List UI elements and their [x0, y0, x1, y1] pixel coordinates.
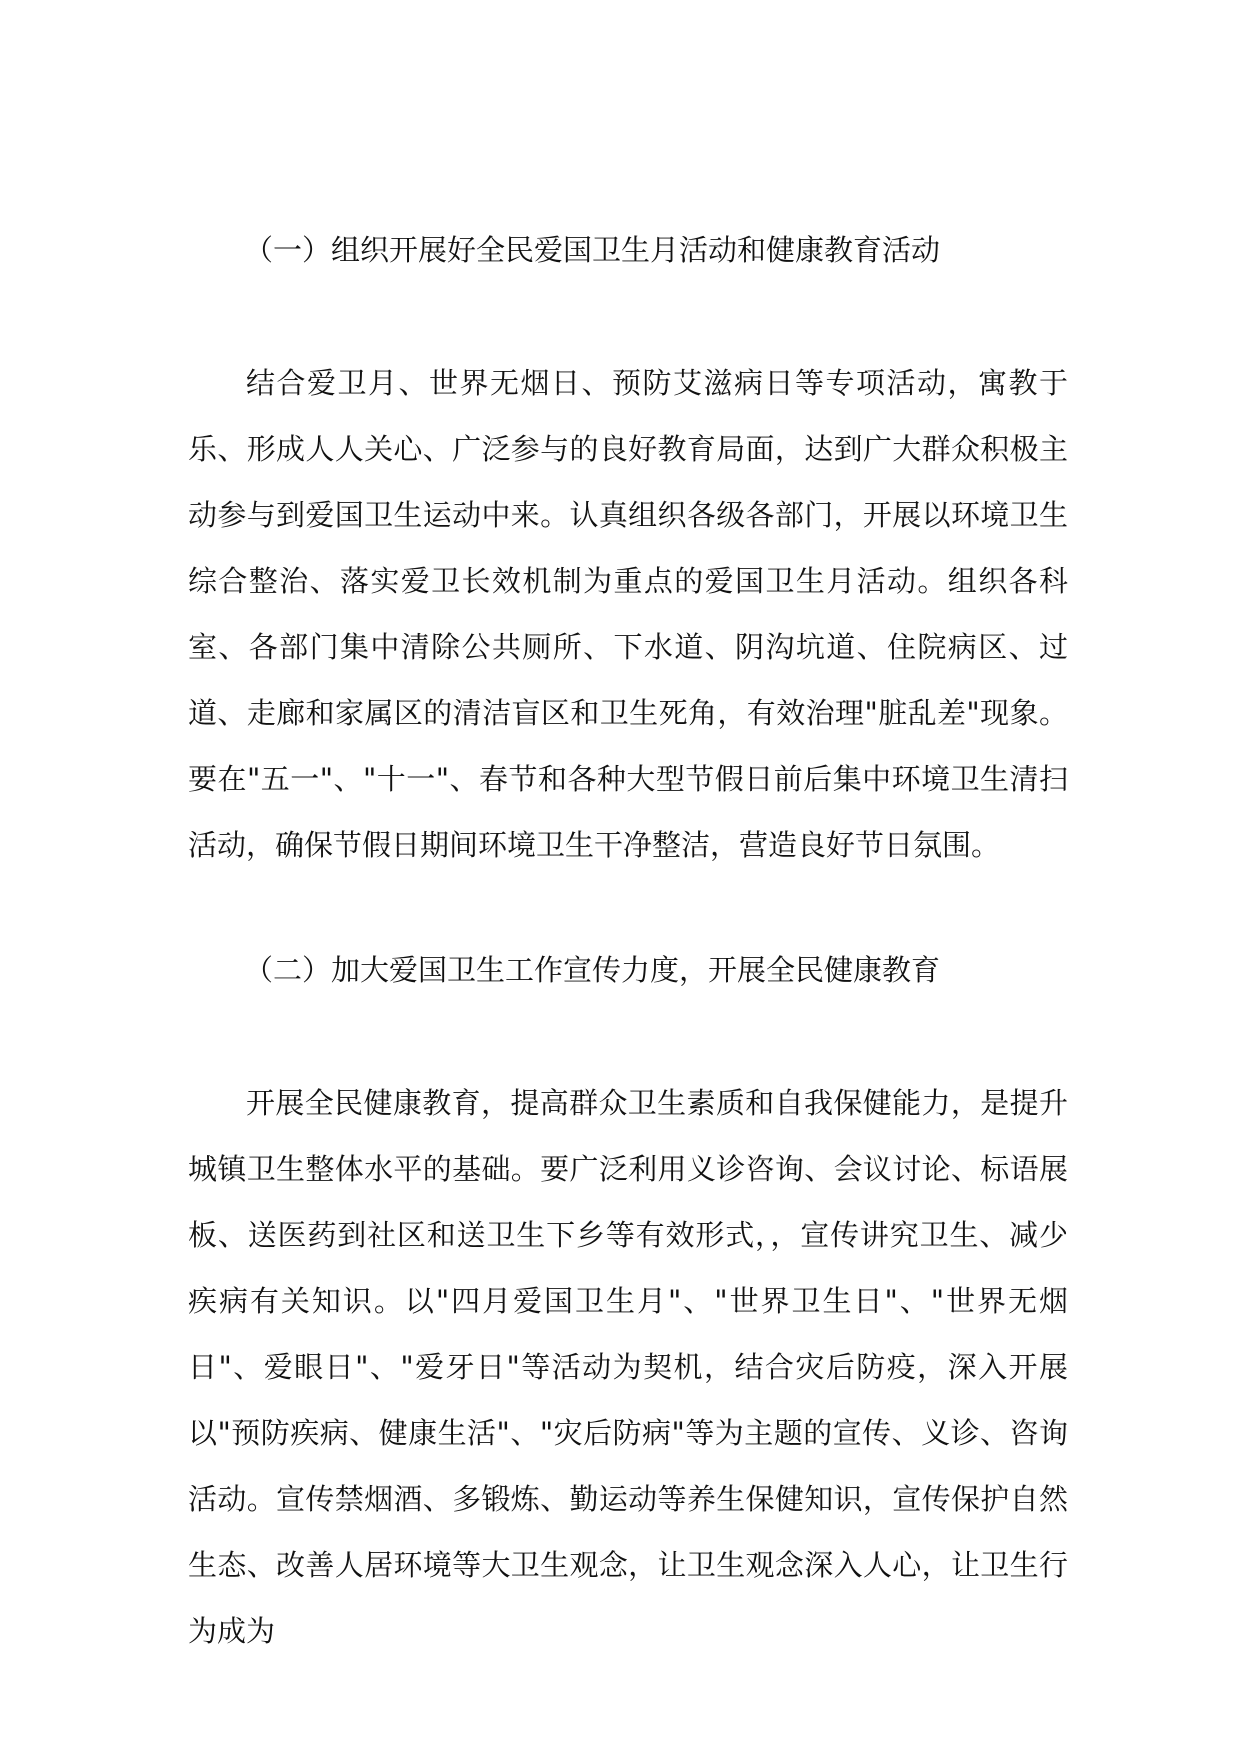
section-heading-1: （一）组织开展好全民爱国卫生月活动和健康教育活动	[244, 233, 941, 267]
section-heading-2: （二）加大爱国卫生工作宣传力度，开展全民健康教育	[244, 953, 941, 987]
section-paragraph-1: 结合爱卫月、世界无烟日、预防艾滋病日等专项活动，寓教于乐、形成人人关心、广泛参与的良好教育局面，达到广大群众积极主动参与到爱国卫生运动中来。认真组织各级各部门，开展以环境卫生综合整治、落实爱卫长效机制为重点的爱国卫生月活动。组织各科室、各部门集中清除公共厕所、下水道、阴沟坑道、住院病区、过道、走廊和家属区的清洁盲区和卫生死角，有效治理"脏乱差"现象。要在"五一"、"十一"、春节和各种大型节假日前后集中环境卫生清扫活动，确保节假日期间环境卫生干净整洁，营造良好节日氛围。	[188, 366, 1068, 862]
section-paragraph-2: 开展全民健康教育，提高群众卫生素质和自我保健能力，是提升城镇卫生整体水平的基础。要广泛利用义诊咨询、会议讨论、标语展板、送医药到社区和送卫生下乡等有效形式，，宣传讲究卫生、减少疾病有关知识。以"四月爱国卫生月"、"世界卫生日"、"世界无烟日"、爱眼日"、"爱牙日"等活动为契机，结合灾后防疫，深入开展以"预防疾病、健康生活"、"灾后防病"等为主题的宣传、义诊、咨询活动。宣传禁烟酒、多锻炼、勤运动等养生保健知识，宣传保护自然生态、改善人居环境等大卫生观念，让卫生观念深入人心，让卫生行为成为	[188, 1086, 1068, 1648]
